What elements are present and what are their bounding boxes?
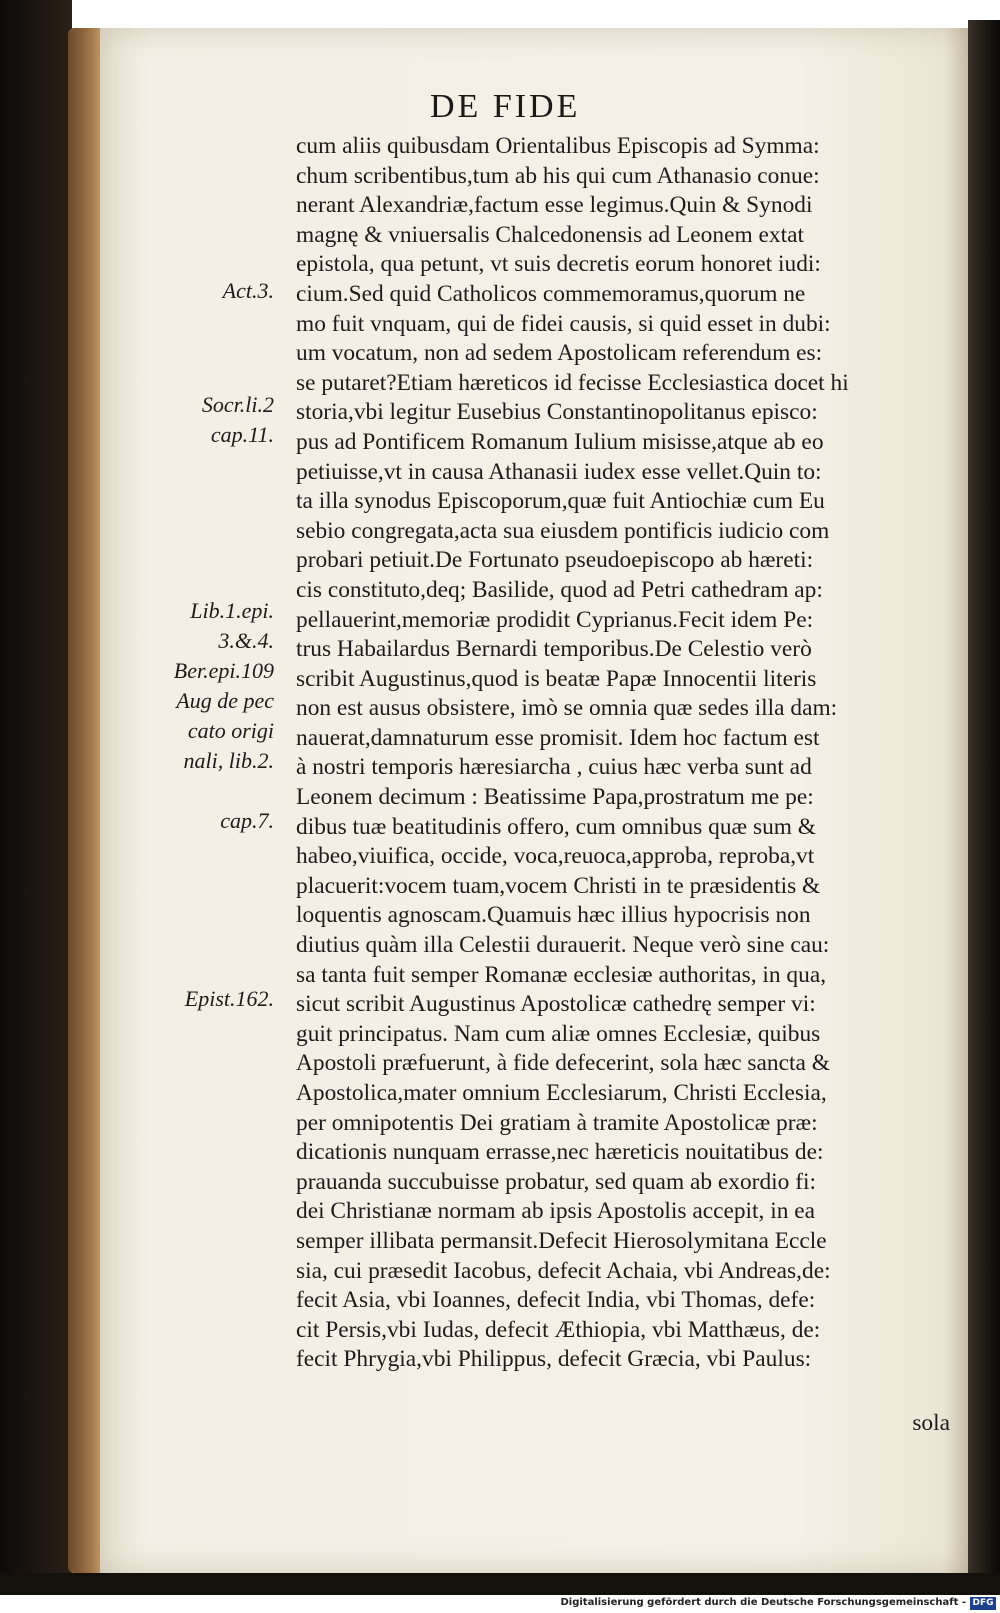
text-line: magnę & vniuersalis Chalcedonensis ad Leonem extat [296,221,804,248]
margin-note: Aug de pec [176,688,274,713]
text-line: à nostri temporis hæresiarcha , cuius hæc verba sunt ad [296,754,812,781]
text-line: semper illibata permansit.Defecit Hierosolymitana Eccle [296,1227,827,1254]
margin-note: Act.3. [222,278,274,303]
body-text [296,132,950,1375]
text-line: prauanda succubuisse probatur, sed quam ab exordio fi: [296,1168,816,1195]
text-line: habeo,viuifica, occide, voca,reuoca,approba, reproba,vt [296,843,815,870]
text-line: dei Christianæ normam ab ipsis Apostolis accepit, in ea [296,1198,816,1225]
text-line: sia, cui præsedit Iacobus, defecit Achaia, vbi Andreas,de: [296,1257,831,1284]
text-line: cit Persis,vbi Iudas, defecit Æthiopia, vbi Matthæus, de: [296,1316,821,1343]
text-line: cis constituto,deq; Basilide, quod ad Petri cathedram ap: [296,576,823,603]
text-line: petiuisse,vt in causa Athanasii iudex esse vellet.Quin to: [296,458,822,485]
text-line: se putaret?Etiam hæreticos id fecisse Ecclesiastica docet hi [296,369,849,396]
text-line: Leonem decimum : Beatissime Papa,prostratum me pe: [296,784,814,811]
text-line: per omnipotentis Dei gratiam à tramite Apostolicæ præ: [296,1109,818,1136]
margin-note: cato origi [187,718,274,743]
text-line: scribit Augustinus,quod is beatæ Papæ Innocentii literis [296,665,817,692]
margin-note: cap.7. [220,808,274,833]
text-line: epistola, qua petunt, vt suis decretis eorum honoret iudi: [296,251,821,278]
text-line: Apostoli præfuerunt, à fide defecerint, sola hæc sancta & [296,1050,830,1077]
margin-note: Socr.li.2 [201,392,274,417]
margin-note: cap.11. [210,422,274,447]
text-line: um vocatum, non ad sedem Apostolicam referendum es: [296,340,823,367]
text-line: nerant Alexandriæ,factum esse legimus.Quin & Synodi [296,192,813,219]
text-line: pellauerint,memoriæ prodidit Cyprianus.Fecit idem Pe: [296,606,814,633]
text-line: cum aliis quibusdam Orientalibus Episcopis ad Symma: [296,133,820,159]
book-spine-shadow [0,0,72,1613]
text-line: dibus tuæ beatitudinis offero, cum omnibus quæ sum & [296,813,816,840]
text-line: pus ad Pontificem Romanum Iulium misisse,atque ab eo [296,428,824,455]
funding-credit: Digitalisierung gefördert durch die Deutsche Forschungsgemeinschaft - [560,1597,966,1608]
text-line: Apostolica,mater omnium Ecclesiarum, Christi Ecclesia, [296,1080,827,1106]
text-line: storia,vbi legitur Eusebius Constantinopolitanus episco: [296,399,818,426]
margin-note: nali, lib.2. [183,748,274,773]
text-line: placuerit:vocem tuam,vocem Christi in te præsidentis & [296,872,821,899]
text-line: trus Habailardus Bernardi temporibus.De Celestio verò [296,636,812,663]
running-header: DE FIDE [430,88,581,125]
text-line: guit principatus. Nam cum aliæ omnes Ecclesiæ, quibus [296,1020,821,1047]
text-line: sebio congregata,acta sua eiusdem pontificis iudicio com [296,517,830,544]
text-line: cium.Sed quid Catholicos commemoramus,quorum ne [296,280,806,307]
text-line: nauerat,damnaturum esse promisit. Idem hoc factum est [296,724,820,751]
margin-note: Epist.162. [184,986,274,1011]
catchword: sola [912,1410,950,1436]
margin-note: Ber.epi.109 [173,658,274,683]
dfg-logo: DFG [970,1597,996,1610]
bottom-shadow [0,1573,1000,1595]
margin-note: 3.&.4. [218,628,274,653]
text-line: non est ausus obsistere, imò se omnia quæ sedes illa dam: [296,695,838,722]
text-line: fecit Phrygia,vbi Philippus, defecit Græcia, vbi Paulus: [296,1346,812,1373]
text-line: dicationis nunquam errasse,nec hæreticis nouitatibus de: [296,1139,824,1166]
text-line: diutius quàm illa Celestii durauerit. Neque verò sine cau: [296,932,830,959]
text-line: ta illa synodus Episcoporum,quæ fuit Antiochiæ cum Eu [296,488,825,515]
page-block-edge [68,28,102,1573]
text-line: sa tanta fuit semper Romanæ ecclesiæ authoritas, in qua, [296,961,827,988]
margin-note: Lib.1.epi. [190,598,274,623]
text-line: chum scribentibus,tum ab his qui cum Athanasio conue: [296,162,820,189]
text-line: loquentis agnoscam.Quamuis hæc illius hypocrisis non [296,902,811,929]
text-line: fecit Asia, vbi Ioannes, defecit India, vbi Thomas, defe: [296,1287,816,1314]
text-line: probari petiuit.De Fortunato pseudoepiscopo ab hæreti: [296,547,814,574]
text-line: sicut scribit Augustinus Apostolicæ cathedrę semper vi: [296,991,816,1018]
right-page-shadow [968,20,1000,1580]
text-line: mo fuit vnquam, qui de fidei causis, si quid esset in dubi: [296,310,831,337]
